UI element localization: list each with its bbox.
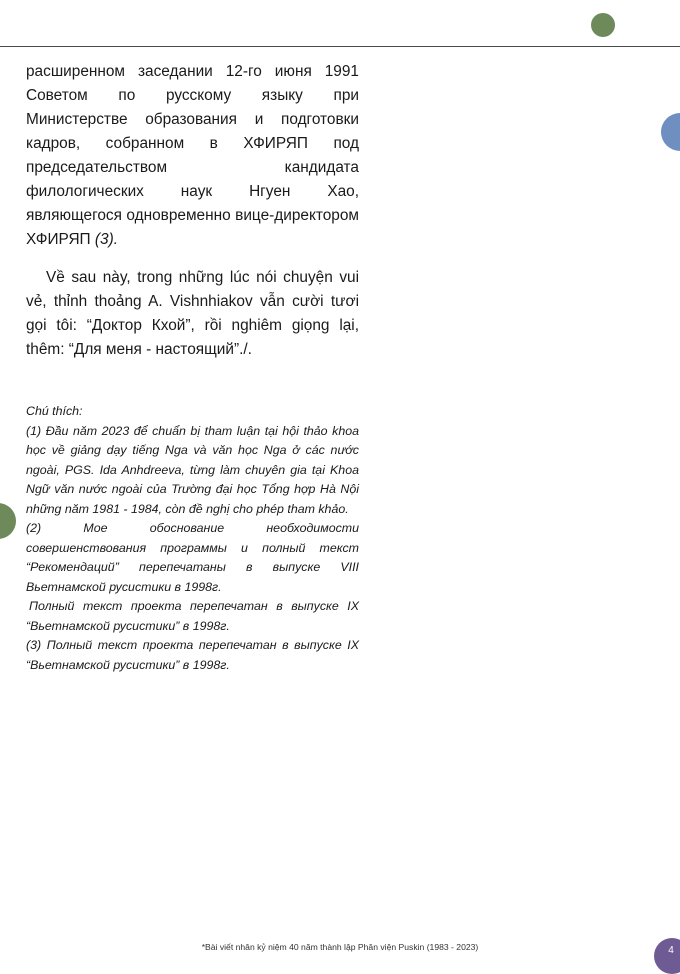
note-item: (1) Đầu năm 2023 để chuẩn bị tham luận tại hội thảo khoa học về giảng dạy tiếng Nga và văn học Nga ở các nước ngoài, PGS. Ida Anhdreeva, từng làm chuyên gia tại Khoa Ngữ văn nước ngoài của Trường đại học Tổng hợp Hà Nội những năm 1981 - 1984, còn đề nghị cho phép tham khảo. <box>26 423 359 516</box>
note-item: (3) Полный текст проекта перепечатан в выпуске IX “Вьетнамской русистики” в 1998г. <box>26 638 359 672</box>
reference-3: (3). <box>94 231 118 248</box>
notes-heading: Chú thích: <box>26 404 83 418</box>
decorative-green-dot <box>591 13 615 37</box>
paragraph-2: Về sau này, trong những lúc nói chuyện vui vẻ, thỉnh thoảng A. Vishnhiakov vẫn cười tươi gọi tôi: “Доктор Кхой”, rồi nghiêm giọng lại, thêm: “Для меня - настоящий”./. <box>26 269 359 358</box>
footnotes <box>26 402 359 675</box>
note-item: Полный текст проекта перепечатан в выпуске IX “Вьетнамской русистики” в 1998г. <box>26 599 359 633</box>
note-item: (2) Мое обоснование необходимости совершенствования программы и полный текст “Рекомендаций” перепечатаны в выпуске VIII Вьетнамской русистики в 1998г. <box>26 521 359 594</box>
decorative-green-half-dot <box>0 503 16 539</box>
footer-note: *Bài viết nhân kỷ niệm 40 năm thành lập Phân viện Puskin (1983 - 2023) <box>201 942 479 952</box>
paragraph-1 <box>26 60 359 252</box>
header-rule <box>0 46 680 47</box>
decorative-blue-dot <box>661 113 680 151</box>
page-number: 4 <box>668 945 674 956</box>
paragraph-1-text: расширенном заседании 12-го июня 1991 Советом по русскому языку при Министерстве образования и подготовки кадров, собранном в ХФИРЯП под председательством кандидата филологических наук Нгуен Хао, являющегося одновременно вице-директором ХФИРЯП <box>26 63 359 248</box>
